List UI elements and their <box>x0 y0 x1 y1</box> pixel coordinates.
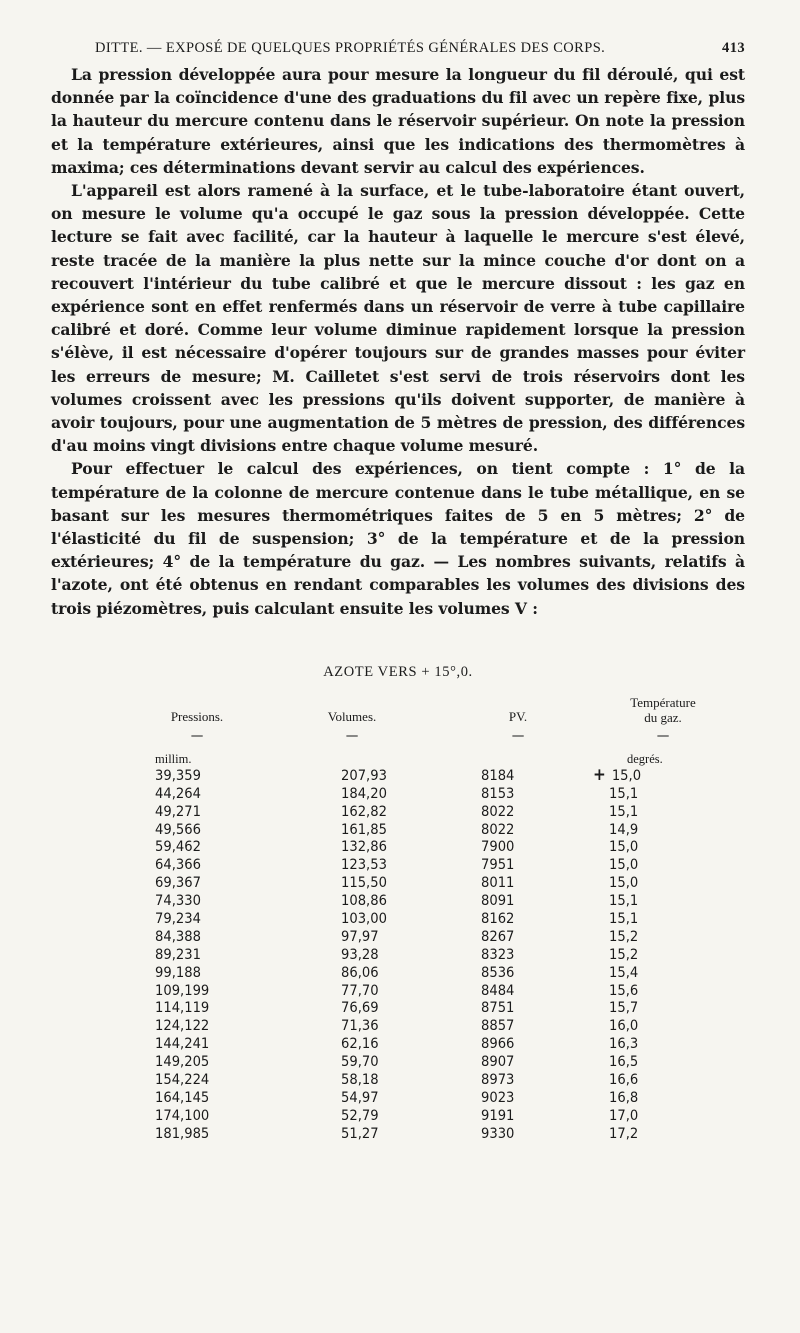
cell-temperature-value: 15,1 <box>609 910 639 927</box>
cell-pression-value: 84,388 <box>155 927 201 945</box>
cell-pv-value: 8162 <box>481 910 515 927</box>
cell-volume-value: 93,28 <box>341 945 379 963</box>
cell-temperature <box>593 946 733 964</box>
cell-pv <box>443 803 593 821</box>
cell-pv-value: 8323 <box>481 945 515 963</box>
cell-temperature <box>593 1017 733 1035</box>
table-row <box>133 785 745 803</box>
unit-pressions: millim. <box>155 751 192 766</box>
header-pv: PV. <box>508 708 528 724</box>
cell-temperature <box>593 803 733 821</box>
cell-volume-value: 51,27 <box>341 1124 379 1142</box>
cell-pv <box>443 964 593 982</box>
cell-pv <box>443 785 593 803</box>
nitrogen-table <box>51 685 745 1143</box>
cell-pression-value: 164,145 <box>155 1088 210 1106</box>
dash: — <box>190 727 204 744</box>
cell-pv-value: 8973 <box>481 1071 515 1089</box>
cell-pression <box>133 874 261 892</box>
cell-pv <box>443 910 593 928</box>
table-row <box>133 838 745 856</box>
cell-volume-value: 97,97 <box>341 927 379 945</box>
cell-temperature-value: 17,0 <box>609 1106 639 1124</box>
cell-pression-value: 59,462 <box>155 838 201 856</box>
cell-temperature <box>593 999 733 1017</box>
cell-pression-value: 49,271 <box>155 802 201 820</box>
running-title: DITTE. — EXPOSÉ DE QUELQUES PROPRIÉTÉS GÉNÉRALES DES CORPS. <box>95 40 606 56</box>
cell-pression-value: 44,264 <box>155 784 201 802</box>
cell-temperature <box>593 785 733 803</box>
cell-volume <box>261 964 443 982</box>
cell-pv <box>443 928 593 946</box>
cell-temperature <box>593 1071 733 1089</box>
cell-temperature-value: 16,6 <box>609 1071 639 1089</box>
cell-pv-value: 8751 <box>481 999 515 1017</box>
cell-pression-value: 39,359 <box>155 766 201 784</box>
cell-pression <box>133 803 261 821</box>
cell-temperature <box>593 964 733 982</box>
cell-pression-value: 154,224 <box>155 1071 210 1089</box>
cell-volume-value: 54,97 <box>341 1088 379 1106</box>
cell-volume-value: 62,16 <box>341 1035 379 1053</box>
cell-temperature <box>593 910 733 928</box>
body-text <box>51 63 745 620</box>
header-temperature <box>593 695 733 725</box>
cell-temperature-value: 16,5 <box>609 1053 639 1071</box>
cell-pression-value: 149,205 <box>155 1053 210 1071</box>
table-dash-row <box>133 725 745 747</box>
cell-volume-value: 108,86 <box>341 892 387 910</box>
cell-pv-value: 7951 <box>481 856 515 874</box>
cell-temperature-value: 15,6 <box>609 981 639 999</box>
cell-volume-value: 132,86 <box>341 838 387 856</box>
cell-temperature-value: 16,0 <box>609 1017 639 1035</box>
running-head <box>95 40 745 57</box>
cell-pv-value: 8022 <box>481 820 515 838</box>
dash: — <box>345 727 359 744</box>
cell-pression <box>133 946 261 964</box>
cell-temperature-value: 14,9 <box>609 820 639 838</box>
cell-temperature <box>593 1125 733 1143</box>
cell-volume <box>261 1107 443 1125</box>
cell-temperature <box>593 1089 733 1107</box>
cell-pression-value: 74,330 <box>155 892 201 910</box>
cell-pression <box>133 982 261 1000</box>
cell-temperature-value: 15,0 <box>609 838 639 856</box>
cell-volume-value: 161,85 <box>341 820 387 838</box>
cell-volume <box>261 910 443 928</box>
cell-volume <box>261 874 443 892</box>
cell-temperature-value: 16,3 <box>609 1035 639 1053</box>
unit-temperature: degrés. <box>627 751 663 766</box>
cell-temperature-value: 15,0 <box>611 766 642 784</box>
cell-volume-value: 59,70 <box>341 1053 379 1071</box>
cell-temperature <box>593 1035 733 1053</box>
table-row <box>133 874 745 892</box>
cell-pression <box>133 1089 261 1107</box>
cell-temperature-value: 15,1 <box>609 802 639 820</box>
table-row <box>133 946 745 964</box>
cell-pv-value: 8484 <box>481 981 515 999</box>
cell-pression <box>133 1107 261 1125</box>
cell-volume-value: 207,93 <box>341 766 387 784</box>
cell-pv <box>443 856 593 874</box>
dash: — <box>511 727 525 744</box>
cell-volume-value: 52,79 <box>341 1106 379 1124</box>
cell-volume-value: 86,06 <box>341 963 379 981</box>
cell-pression-value: 49,566 <box>155 820 201 838</box>
cell-pression-value: 99,188 <box>155 963 201 981</box>
cell-temperature <box>593 821 733 839</box>
table-row <box>133 892 745 910</box>
cell-volume-value: 58,18 <box>341 1071 379 1089</box>
cell-pression <box>133 767 261 785</box>
cell-volume <box>261 1089 443 1107</box>
cell-volume-value: 162,82 <box>341 802 387 820</box>
cell-pv-value: 8267 <box>481 927 515 945</box>
cell-temperature-value: 15,4 <box>609 963 639 981</box>
cell-pression-value: 114,119 <box>155 999 210 1017</box>
table-row <box>133 982 745 1000</box>
cell-pv-value: 8966 <box>481 1035 515 1053</box>
cell-pression-value: 109,199 <box>155 981 210 999</box>
cell-volume-value: 184,20 <box>341 784 387 802</box>
cell-volume <box>261 892 443 910</box>
header-volumes: Volumes. <box>327 708 377 724</box>
cell-pression-value: 124,122 <box>155 1017 210 1035</box>
table-row <box>133 764 745 785</box>
table-row <box>133 1089 745 1107</box>
cell-pv <box>443 1035 593 1053</box>
cell-volume <box>261 803 443 821</box>
plus-sign: + <box>593 764 606 785</box>
cell-pv-value: 8091 <box>481 892 515 910</box>
table-row <box>133 803 745 821</box>
cell-temperature <box>593 838 733 856</box>
cell-volume <box>261 946 443 964</box>
cell-volume-value: 77,70 <box>341 981 379 999</box>
cell-pression <box>133 1125 261 1143</box>
cell-volume <box>261 856 443 874</box>
cell-pression-value: 181,985 <box>155 1124 210 1142</box>
paragraph-3: Pour effectuer le calcul des expériences, on tient compte : 1° de la température de la colonne de mercure contenue dans le tube métallique, en se basant sur les mesures thermométriques faites de 5 en 5 mètres; 2° de l'élasticité du fil de suspension; 3° de la température et de la pression extérieures; 4° de la température du gaz. — Les nombres suivants, relatifs à l'azote, ont été obtenus en rendant comparables les volumes des divisions des trois piézomètres, puis calculant ensuite les volumes V : <box>51 459 745 618</box>
cell-pression <box>133 1017 261 1035</box>
cell-pv <box>443 874 593 892</box>
table-header-row <box>133 685 745 725</box>
header-pressions: Pressions. <box>170 708 224 724</box>
cell-temperature <box>593 892 733 910</box>
cell-volume-value: 71,36 <box>341 1017 379 1035</box>
table-row <box>133 856 745 874</box>
table-row <box>133 964 745 982</box>
cell-pression <box>133 838 261 856</box>
table-row <box>133 910 745 928</box>
table-row <box>133 1125 745 1143</box>
cell-volume <box>261 1071 443 1089</box>
cell-temperature-value: 16,8 <box>609 1088 639 1106</box>
cell-temperature-value: 15,0 <box>609 856 639 874</box>
cell-pression <box>133 892 261 910</box>
cell-pv-value: 8011 <box>481 874 515 892</box>
cell-volume <box>261 838 443 856</box>
cell-pv-value: 9023 <box>481 1088 515 1106</box>
cell-volume <box>261 785 443 803</box>
header-temperature-line2: du gaz. <box>644 709 682 725</box>
cell-pv-value: 9191 <box>481 1106 515 1124</box>
cell-temperature-value: 15,7 <box>609 999 639 1017</box>
cell-pv <box>443 1125 593 1143</box>
cell-pression <box>133 964 261 982</box>
cell-pression-value: 64,366 <box>155 856 201 874</box>
cell-temperature <box>593 764 733 785</box>
cell-pression <box>133 928 261 946</box>
cell-pv <box>443 821 593 839</box>
cell-temperature <box>593 1053 733 1071</box>
cell-pv-value: 8022 <box>481 802 515 820</box>
cell-pv <box>443 1071 593 1089</box>
table-row <box>133 1107 745 1125</box>
cell-temperature-value: 15,1 <box>609 892 639 910</box>
cell-volume-value: 103,00 <box>341 910 387 927</box>
cell-volume <box>261 928 443 946</box>
table-row <box>133 928 745 946</box>
cell-pression <box>133 999 261 1017</box>
table-row <box>133 999 745 1017</box>
header-temperature-line1: Température <box>630 694 696 710</box>
cell-volume <box>261 1053 443 1071</box>
paragraph-2: L'appareil est alors ramené à la surface, et le tube-laboratoire étant ouvert, on mesure le volume qu'a occupé le gaz sous la pression développée. Cette lecture se fait avec facilité, car la hauteur à laquelle le mercure s'est élevé, reste tracée de la manière la plus nette sur la mince couche d'or dont on a recouvert l'intérieur du tube calibré et que le mercure dissout : les gaz en expérience sont en effet renfermés dans un réservoir de verre à tube capillaire calibré et doré. Comme leur volume diminue rapidement lorsque la pression s'élève, il est nécessaire d'opérer toujours sur de grandes masses pour éviter les erreurs de mesure; M. Cailletet s'est servi de trois réservoirs dont les volumes croissent avec les pressions qu'ils doivent supporter, de manière à avoir toujours, pour une augmentation de 5 mètres de pression, des différences d'au moins vingt divisions entre chaque volume mesuré. <box>51 181 745 456</box>
cell-pression <box>133 821 261 839</box>
dash: — <box>656 727 670 744</box>
cell-pv-value: 8184 <box>481 766 515 784</box>
table-title: AZOTE VERS + 15°,0. <box>323 663 473 680</box>
cell-temperature-value: 15,2 <box>609 927 639 945</box>
cell-volume <box>261 1017 443 1035</box>
cell-temperature <box>593 874 733 892</box>
cell-pv <box>443 838 593 856</box>
cell-volume <box>261 767 443 785</box>
cell-volume-value: 123,53 <box>341 856 387 874</box>
cell-temperature-value: 15,1 <box>609 784 639 802</box>
table-row <box>133 821 745 839</box>
cell-volume <box>261 982 443 1000</box>
cell-volume <box>261 1125 443 1143</box>
cell-pression-value: 79,234 <box>155 910 201 927</box>
cell-pv <box>443 892 593 910</box>
cell-temperature-value: 15,0 <box>609 874 639 892</box>
cell-volume <box>261 1035 443 1053</box>
table-row <box>133 1053 745 1071</box>
cell-temperature <box>593 1107 733 1125</box>
cell-volume-value: 76,69 <box>341 999 379 1017</box>
cell-temperature <box>593 856 733 874</box>
cell-temperature-value: 15,2 <box>609 945 639 963</box>
cell-pression <box>133 910 261 928</box>
cell-temperature <box>593 928 733 946</box>
cell-temperature <box>593 982 733 1000</box>
cell-pression-value: 89,231 <box>155 945 201 963</box>
table-row <box>133 1035 745 1053</box>
cell-pv-value: 9330 <box>481 1124 515 1142</box>
table-body <box>51 764 745 1143</box>
cell-pv <box>443 1107 593 1125</box>
table-row <box>133 1071 745 1089</box>
cell-temperature-value: 17,2 <box>609 1124 639 1142</box>
table-row <box>133 1017 745 1035</box>
cell-pv-value: 8153 <box>481 784 515 802</box>
cell-pression <box>133 856 261 874</box>
cell-volume-value: 115,50 <box>341 874 387 892</box>
cell-volume <box>261 821 443 839</box>
page-number: 413 <box>722 40 745 56</box>
cell-pv-value: 8536 <box>481 963 515 981</box>
cell-pv-value: 8857 <box>481 1017 515 1035</box>
cell-pv-value: 7900 <box>481 838 515 856</box>
cell-pv <box>443 1053 593 1071</box>
cell-pv <box>443 1017 593 1035</box>
cell-pv <box>443 982 593 1000</box>
cell-pression <box>133 1053 261 1071</box>
table-unit-row <box>133 747 745 767</box>
cell-pression <box>133 785 261 803</box>
paragraph-1: La pression développée aura pour mesure la longueur du fil déroulé, qui est donnée par la coïncidence d'une des graduations du fil avec un repère fixe, plus la hauteur du mercure contenu dans le réservoir supérieur. On note la pression et la température extérieures, ainsi que les indications des thermomètres à maxima; ces déterminations devant servir au calcul des expériences. <box>51 65 745 177</box>
cell-pv <box>443 767 593 785</box>
cell-pv <box>443 1089 593 1107</box>
cell-volume <box>261 999 443 1017</box>
cell-pression-value: 69,367 <box>155 874 201 892</box>
cell-pression-value: 174,100 <box>155 1106 210 1124</box>
cell-pv-value: 8907 <box>481 1053 515 1071</box>
cell-pression <box>133 1071 261 1089</box>
cell-pression <box>133 1035 261 1053</box>
cell-pv <box>443 946 593 964</box>
cell-pression-value: 144,241 <box>155 1035 210 1053</box>
cell-pv <box>443 999 593 1017</box>
